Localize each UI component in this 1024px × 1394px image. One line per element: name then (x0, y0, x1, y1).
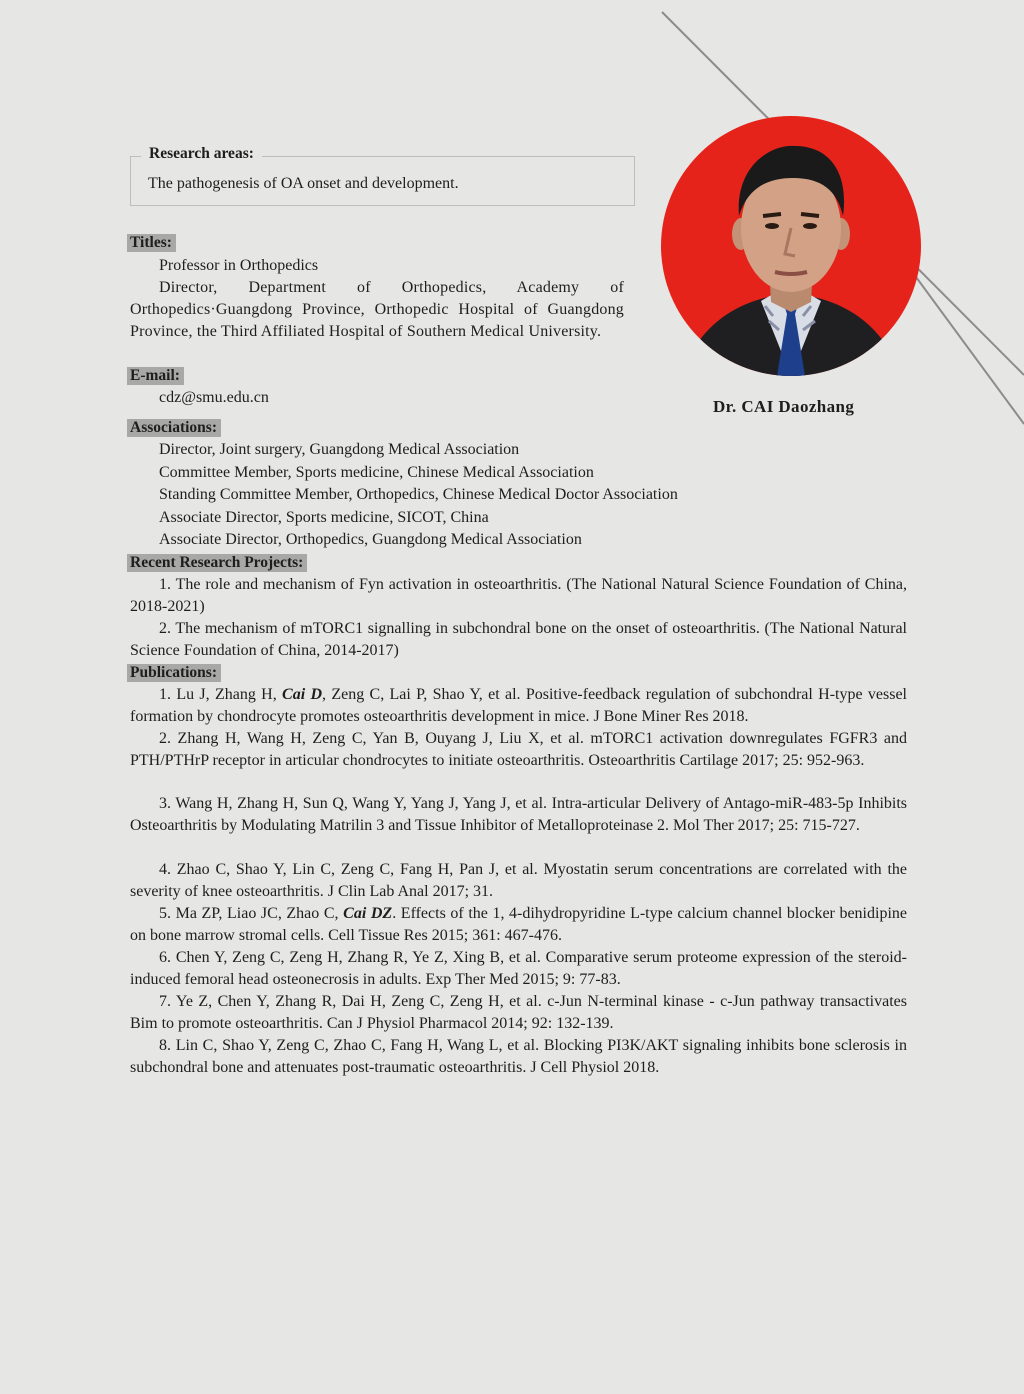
titles-line-1: Professor in Orthopedics (159, 257, 319, 274)
highlighted-author: Cai DZ (343, 905, 393, 922)
publication-text: . Effects of the 1, 4-dihydropyridine L-type calcium channel blocker benidipine on bone marrow stromal cells. Cell Tissue Res 2015; 361: 467-476. (130, 905, 907, 944)
publication-text: 1. Lu J, Zhang H, (159, 686, 283, 703)
projects-label: Recent Research Projects: (127, 554, 307, 572)
association-item: Associate Director, Sports medicine, SICOT, China (159, 509, 489, 526)
publications-label: Publications: (127, 664, 221, 682)
project-item: 1. The role and mechanism of Fyn activation in osteoarthritis. (The National Natural Science Foundation of China, 2018-2021) (130, 576, 907, 615)
research-areas-text: The pathogenesis of OA onset and development. (148, 175, 459, 192)
publication-item: 6. Chen Y, Zeng C, Zeng H, Zhang R, Ye Z, Xing B, et al. Comparative serum proteome expression of the steroid-induced femoral head osteonecrosis in adults. Exp Ther Med 2015; 9: 77-83. (130, 949, 907, 988)
email-value: cdz@smu.edu.cn (159, 389, 269, 406)
publication-text: 5. Ma ZP, Liao JC, Zhao C, (159, 905, 344, 922)
project-item: 2. The mechanism of mTORC1 signalling in subchondral bone on the onset of osteoarthritis. (The National Natural Science Foundation of China, 2014-2017) (130, 620, 907, 659)
associations-label: Associations: (127, 419, 221, 437)
association-item: Associate Director, Orthopedics, Guangdong Medical Association (159, 531, 582, 548)
publication-item: 7. Ye Z, Chen Y, Zhang R, Dai H, Zeng C, Zeng H, et al. c-Jun N-terminal kinase - c-Jun pathway transactivates Bim to promote osteoarthritis. Can J Physiol Pharmacol 2014; 92: 132-139. (130, 993, 907, 1032)
publication-item: 8. Lin C, Shao Y, Zeng C, Zhao C, Fang H, Wang L, et al. Blocking PI3K/AKT signaling inhibits bone sclerosis in subchondral bone and attenuates post-traumatic osteoarthritis. J Cell Physiol 2018. (130, 1037, 907, 1076)
association-item: Standing Committee Member, Orthopedics, Chinese Medical Doctor Association (159, 486, 678, 503)
publication-item: 3. Wang H, Zhang H, Sun Q, Wang Y, Yang J, Yang J, et al. Intra-articular Delivery of Antago-miR-483-5p Inhibits Osteoarthritis by Modulating Matrilin 3 and Tissue Inhibitor of Metalloproteinase 2. Mol Ther 2017; 25: 715-727. (130, 795, 907, 834)
highlighted-author: Cai D (282, 686, 323, 703)
portrait-person-icon (661, 116, 921, 376)
publication-item: 2. Zhang H, Wang H, Zeng C, Yan B, Ouyang J, Liu X, et al. mTORC1 activation downregulates FGFR3 and PTH/PTHrP receptor in articular chondrocytes to initiate osteoarthritis. Osteoarthritis Cartilage 2017; 25: 952-963. (130, 730, 907, 769)
projects-section-label (127, 554, 307, 572)
association-item: Director, Joint surgery, Guangdong Medical Association (159, 441, 520, 458)
portrait-photo (661, 116, 921, 376)
publication-item (130, 684, 907, 728)
publications-section-label (127, 664, 221, 682)
association-item: Committee Member, Sports medicine, Chinese Medical Association (159, 464, 594, 481)
titles-director-paragraph: Director, Department of Orthopedics, Academy of Orthopedics·Guangdong Province, Orthopedic Hospital of Guangdong Province, the Third Affiliated Hospital of Southern Medical University. (130, 279, 624, 340)
publication-item: 4. Zhao C, Shao Y, Lin C, Zeng C, Fang H, Pan J, et al. Myostatin serum concentrations are correlated with the severity of knee osteoarthritis. J Clin Lab Anal 2017; 31. (130, 861, 907, 900)
associations-section-label (127, 419, 221, 437)
email-section-label (127, 367, 184, 385)
titles-section-label (127, 234, 176, 252)
email-label: E-mail: (127, 367, 184, 385)
publication-text: , Zeng C, Lai P, Shao Y, et al. Positive-feedback regulation of subchondral H-type vessel formation by chondrocyte promotes osteoarthritis development in mice. J Bone Miner Res 2018. (130, 686, 907, 725)
research-areas-label: Research areas: (141, 145, 262, 163)
publication-item (130, 903, 907, 947)
profile-name-caption: Dr. CAI Daozhang (713, 397, 855, 416)
titles-label: Titles: (127, 234, 176, 252)
